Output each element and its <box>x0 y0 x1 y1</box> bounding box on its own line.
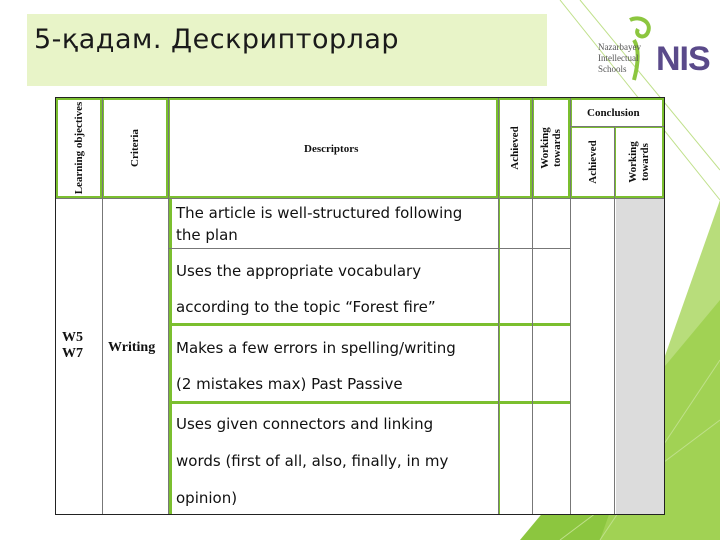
header-conclusion-achieved: Achieved <box>587 140 599 184</box>
descriptor-row <box>176 406 498 517</box>
descriptor-line: The article is well-structured following <box>176 204 463 222</box>
logo-line: Intellectual <box>598 53 639 63</box>
descriptor-line: Uses the appropriate vocabulary <box>176 262 422 280</box>
logo-line: Nazarbayev <box>598 42 641 52</box>
logo-mark: NIS <box>656 40 710 78</box>
descriptor-row <box>176 253 498 325</box>
slide-title: 5-қадам. Дескрипторлар <box>34 24 400 55</box>
grid-line <box>498 98 499 514</box>
descriptor-row <box>176 202 498 246</box>
descriptor-line: Uses given connectors and linking <box>176 415 434 433</box>
grid-line <box>570 126 664 127</box>
descriptor-line: according to the topic “Forest fire” <box>176 298 436 316</box>
descriptor-table <box>55 97 665 515</box>
header-achieved: Achieved <box>509 126 521 170</box>
objective-code: W7 <box>62 346 83 361</box>
logo-line: Schools <box>598 64 627 74</box>
grid-line <box>56 198 664 199</box>
header-descriptors: Descriptors <box>304 143 359 155</box>
descriptor-line: the plan <box>176 226 238 244</box>
criteria-value: Writing <box>108 340 156 355</box>
logo-text <box>598 42 641 75</box>
grid-line <box>102 98 103 514</box>
descriptor-line: opinion) <box>176 489 238 507</box>
descriptor-line: words (first of all, also, finally, in my <box>176 452 449 470</box>
title-banner <box>27 14 547 86</box>
header-conclusion: Conclusion <box>587 107 640 119</box>
grid-line <box>570 98 571 514</box>
header-learning-objectives: Learning objectives <box>73 101 85 195</box>
grid-line <box>168 248 570 249</box>
learning-objectives-value <box>62 330 83 362</box>
header-criteria: Criteria <box>129 129 141 167</box>
descriptor-line: (2 mistakes max) Past Passive <box>176 375 403 393</box>
grid-line <box>614 126 615 514</box>
grid-line <box>168 98 169 514</box>
descriptor-row <box>176 330 498 402</box>
header-conclusion-working-towards: Working towards <box>627 141 651 183</box>
conclusion-shaded <box>616 198 664 514</box>
grid-line <box>532 98 533 514</box>
descriptor-line: Makes a few errors in spelling/writing <box>176 339 456 357</box>
header-working-towards: Working towards <box>539 127 563 169</box>
objective-code: W5 <box>62 330 83 345</box>
